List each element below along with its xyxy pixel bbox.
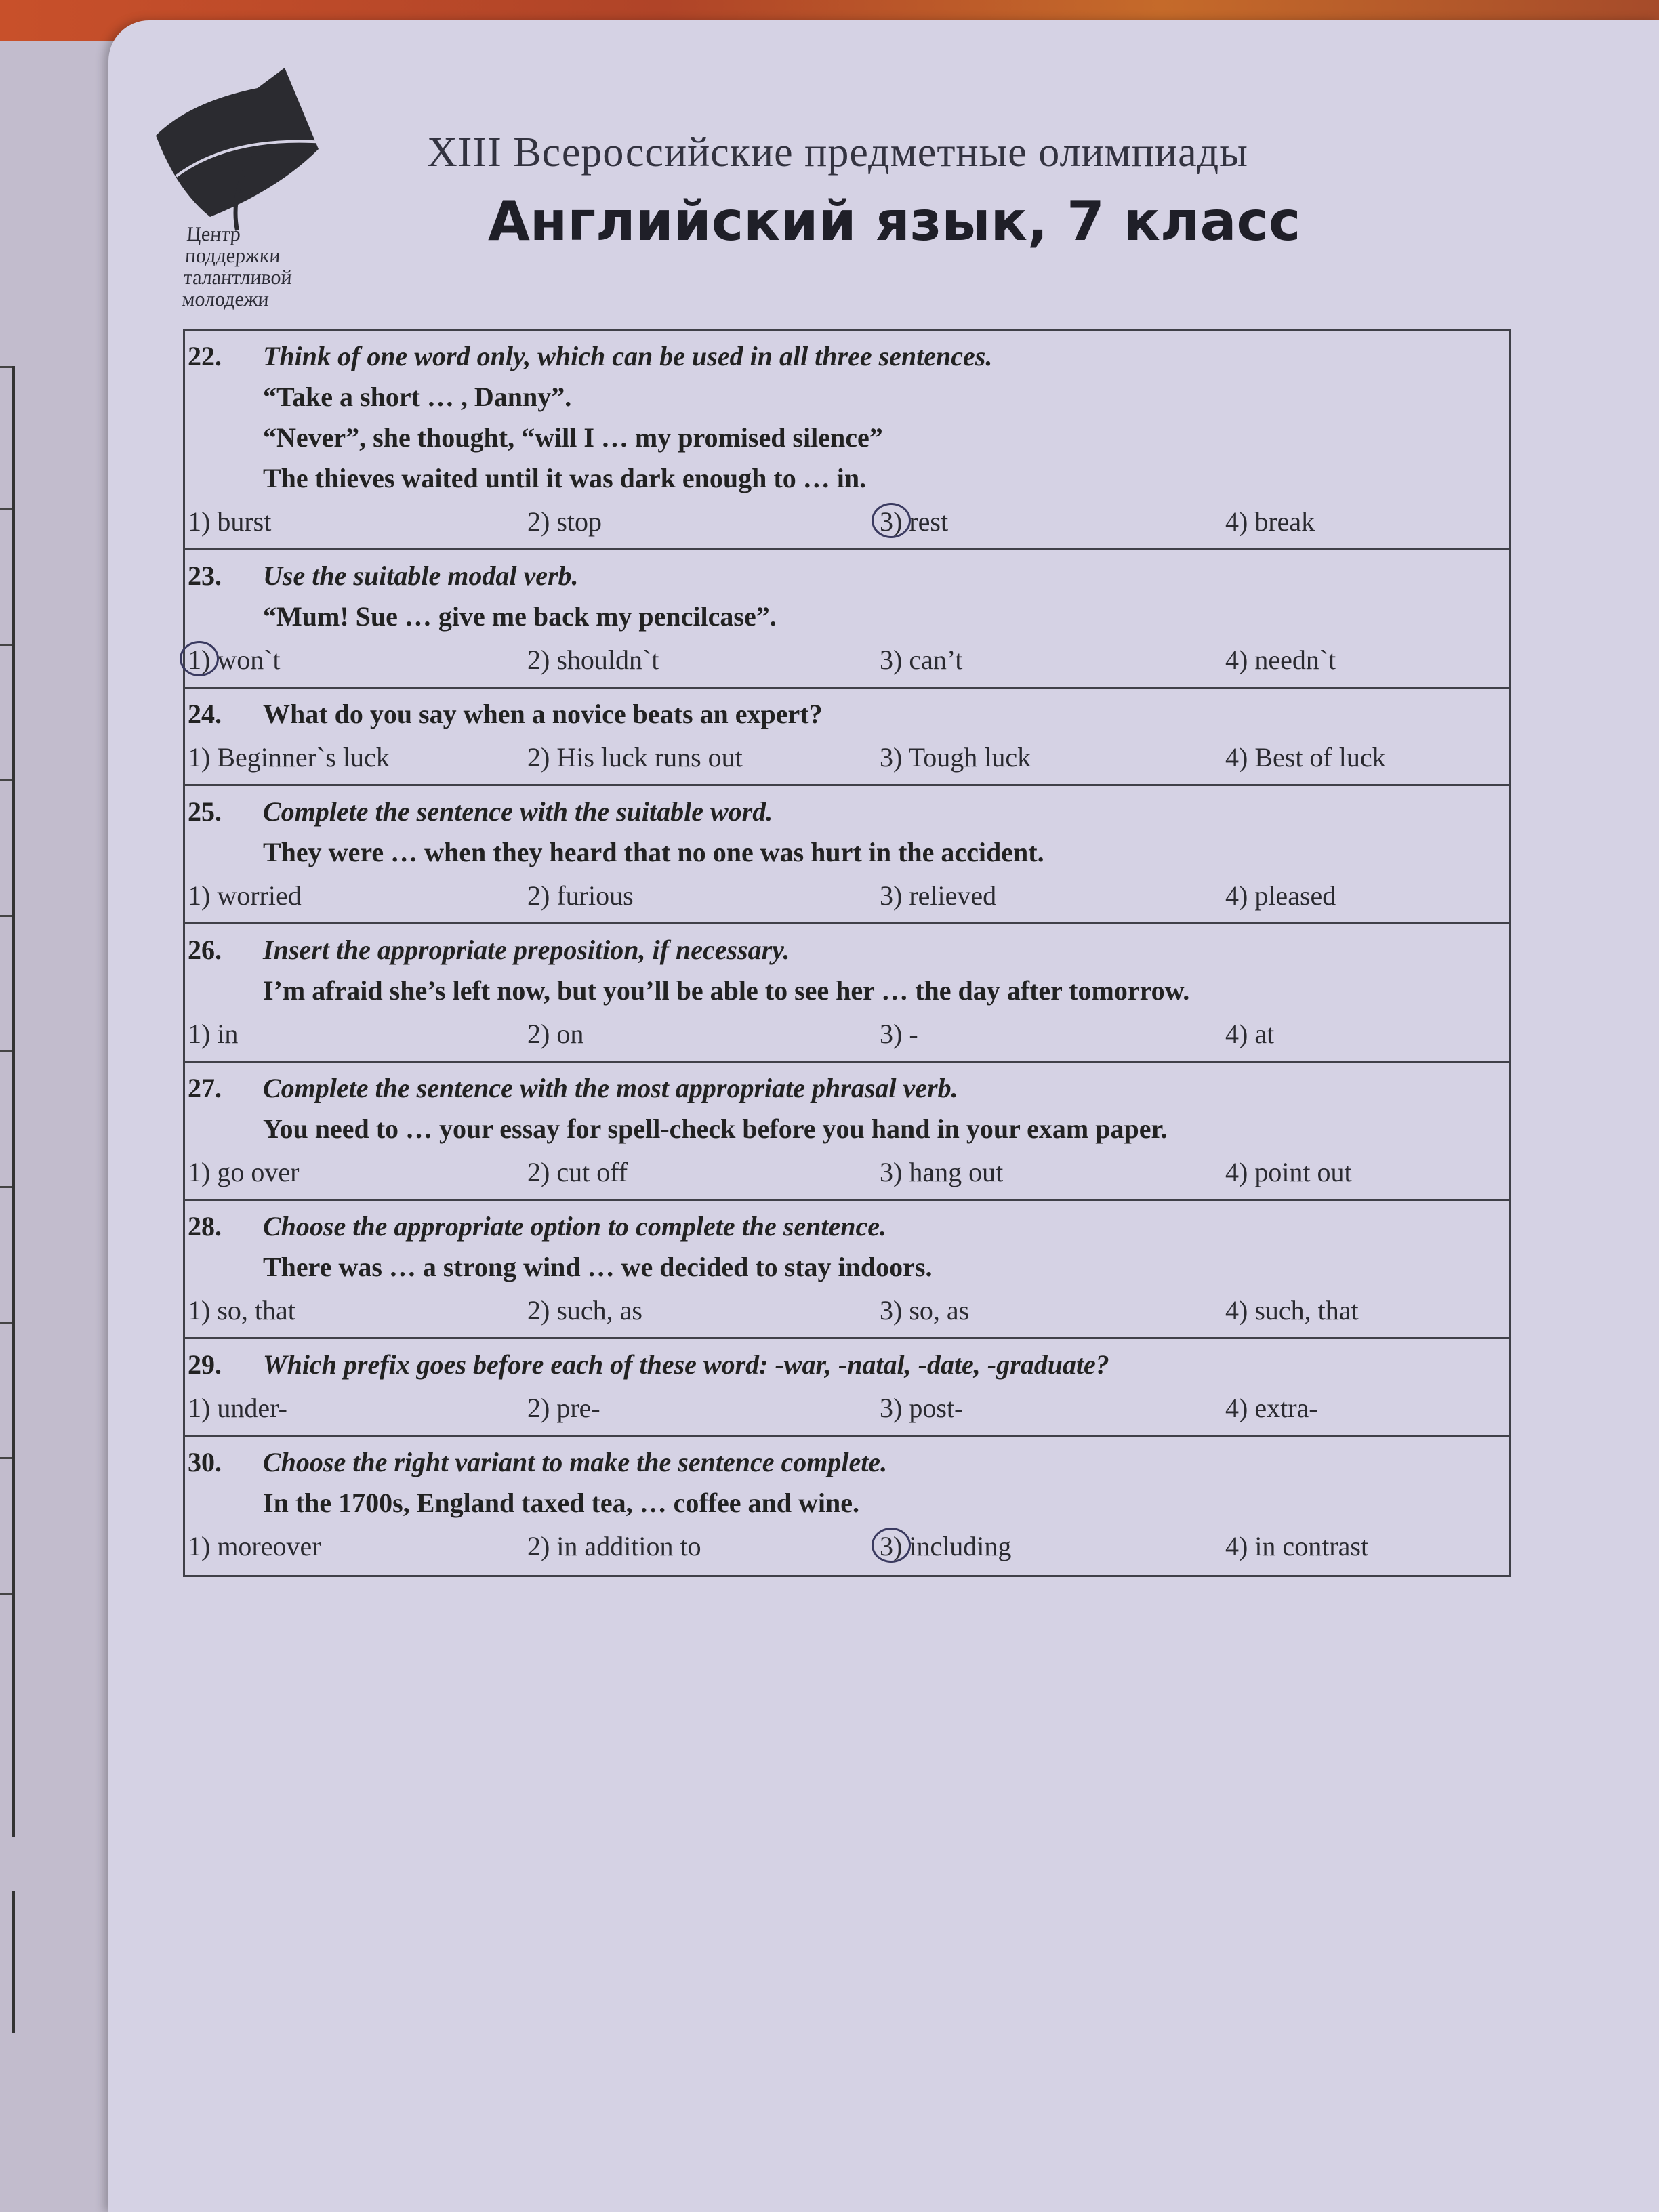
question-number: 26. bbox=[188, 935, 222, 965]
answer-option-2[interactable]: 2) on bbox=[527, 1019, 584, 1049]
logo-text-line: молодежи bbox=[181, 288, 270, 310]
answer-option-1[interactable]: 1) burst bbox=[188, 506, 272, 537]
answer-option-1[interactable]: 1) under- bbox=[188, 1393, 287, 1423]
answer-option-2[interactable]: 2) shouldn`t bbox=[527, 644, 659, 675]
question-instruction: Insert the appropriate preposition, if necessary. bbox=[263, 935, 790, 965]
left-page-frame bbox=[12, 1891, 15, 2033]
answer-option-1[interactable]: 1) in bbox=[188, 1019, 239, 1049]
subject-title: Английский язык, 7 класс bbox=[488, 190, 1301, 253]
question-row bbox=[185, 331, 1509, 550]
graduation-cap-icon bbox=[149, 61, 366, 237]
answer-option-1[interactable]: 1) won`t bbox=[188, 644, 281, 675]
logo bbox=[149, 61, 366, 319]
logo-text-line: поддержки bbox=[184, 245, 281, 267]
question-instruction: Complete the sentence with the most appropriate phrasal verb. bbox=[263, 1073, 958, 1103]
question-text: “Take a short … , Danny”. bbox=[263, 382, 572, 412]
question-text: You need to … your essay for spell-check before you hand in your exam paper. bbox=[263, 1113, 1168, 1144]
question-instruction: Use the suitable modal verb. bbox=[263, 560, 579, 591]
questions-table bbox=[183, 329, 1511, 1577]
question-row bbox=[185, 924, 1509, 1063]
answer-option-1[interactable]: 1) so, that bbox=[188, 1295, 295, 1326]
question-instruction: Think of one word only, which can be used in all three sentences. bbox=[263, 341, 993, 371]
answer-option-2[interactable]: 2) His luck runs out bbox=[527, 742, 743, 773]
answer-option-4[interactable]: 4) break bbox=[1225, 506, 1315, 537]
question-row bbox=[185, 1437, 1509, 1575]
question-number: 28. bbox=[188, 1211, 222, 1242]
answer-option-3[interactable]: 3) including bbox=[880, 1531, 1012, 1561]
logo-text-line: Центр bbox=[186, 223, 242, 245]
answer-circle-mark bbox=[180, 641, 219, 676]
answer-option-3[interactable]: 3) rest bbox=[880, 506, 949, 537]
question-text: They were … when they heard that no one was hurt in the accident. bbox=[263, 837, 1044, 867]
answer-circle-mark bbox=[872, 503, 911, 538]
answer-option-3[interactable]: 3) - bbox=[880, 1019, 918, 1049]
answer-option-4[interactable]: 4) such, that bbox=[1225, 1295, 1359, 1326]
answer-option-3[interactable]: 3) relieved bbox=[880, 880, 997, 911]
answer-option-3[interactable]: 3) can’t bbox=[880, 644, 963, 675]
question-text: There was … a strong wind … we decided to stay indoors. bbox=[263, 1252, 933, 1282]
question-row bbox=[185, 1339, 1509, 1437]
question-text: “Never”, she thought, “will I … my promised silence” bbox=[263, 422, 883, 453]
question-number: 24. bbox=[188, 699, 222, 729]
left-page-frame bbox=[12, 366, 15, 1837]
question-row bbox=[185, 786, 1509, 924]
answer-option-2[interactable]: 2) stop bbox=[527, 506, 602, 537]
question-number: 22. bbox=[188, 341, 222, 371]
question-text: The thieves waited until it was dark enough to … in. bbox=[263, 463, 867, 493]
question-number: 29. bbox=[188, 1349, 222, 1380]
answer-option-1[interactable]: 1) Beginner`s luck bbox=[188, 742, 390, 773]
logo-text-line: талантливой bbox=[182, 266, 293, 289]
question-number: 27. bbox=[188, 1073, 222, 1103]
question-text: I’m afraid she’s left now, but you’ll be able to see her … the day after tomorrow. bbox=[263, 975, 1190, 1006]
question-number: 23. bbox=[188, 560, 222, 591]
question-text: What do you say when a novice beats an expert? bbox=[263, 699, 823, 729]
question-instruction: Which prefix goes before each of these word: -war, -natal, -date, -graduate? bbox=[263, 1349, 1109, 1380]
answer-option-4[interactable]: 4) in contrast bbox=[1225, 1531, 1369, 1561]
answer-option-4[interactable]: 4) extra- bbox=[1225, 1393, 1318, 1423]
answer-circle-mark bbox=[872, 1528, 911, 1563]
question-row bbox=[185, 1063, 1509, 1201]
answer-option-3[interactable]: 3) hang out bbox=[880, 1157, 1004, 1187]
question-row bbox=[185, 689, 1509, 786]
olympiad-title: XIII Всероссийские предметные олимпиады bbox=[427, 129, 1248, 176]
answer-option-4[interactable]: 4) at bbox=[1225, 1019, 1275, 1049]
question-row bbox=[185, 550, 1509, 689]
answer-option-2[interactable]: 2) in addition to bbox=[527, 1531, 701, 1561]
answer-option-2[interactable]: 2) furious bbox=[527, 880, 634, 911]
answer-option-4[interactable]: 4) needn`t bbox=[1225, 644, 1336, 675]
answer-option-1[interactable]: 1) worried bbox=[188, 880, 302, 911]
answer-option-3[interactable]: 3) post- bbox=[880, 1393, 964, 1423]
question-instruction: Complete the sentence with the suitable word. bbox=[263, 796, 773, 827]
answer-option-1[interactable]: 1) moreover bbox=[188, 1531, 321, 1561]
answer-option-3[interactable]: 3) so, as bbox=[880, 1295, 970, 1326]
answer-option-2[interactable]: 2) pre- bbox=[527, 1393, 600, 1423]
answer-option-4[interactable]: 4) point out bbox=[1225, 1157, 1352, 1187]
question-text: In the 1700s, England taxed tea, … coffee and wine. bbox=[263, 1488, 860, 1518]
answer-option-2[interactable]: 2) such, as bbox=[527, 1295, 642, 1326]
question-instruction: Choose the appropriate option to complete the sentence. bbox=[263, 1211, 886, 1242]
question-instruction: Choose the right variant to make the sentence complete. bbox=[263, 1447, 888, 1477]
answer-option-1[interactable]: 1) go over bbox=[188, 1157, 300, 1187]
question-number: 30. bbox=[188, 1447, 222, 1477]
answer-option-2[interactable]: 2) cut off bbox=[527, 1157, 628, 1187]
answer-option-3[interactable]: 3) Tough luck bbox=[880, 742, 1031, 773]
question-text: “Mum! Sue … give me back my pencilcase”. bbox=[263, 601, 777, 632]
answer-option-4[interactable]: 4) pleased bbox=[1225, 880, 1336, 911]
question-row bbox=[185, 1201, 1509, 1339]
answer-option-4[interactable]: 4) Best of luck bbox=[1225, 742, 1386, 773]
question-number: 25. bbox=[188, 796, 222, 827]
